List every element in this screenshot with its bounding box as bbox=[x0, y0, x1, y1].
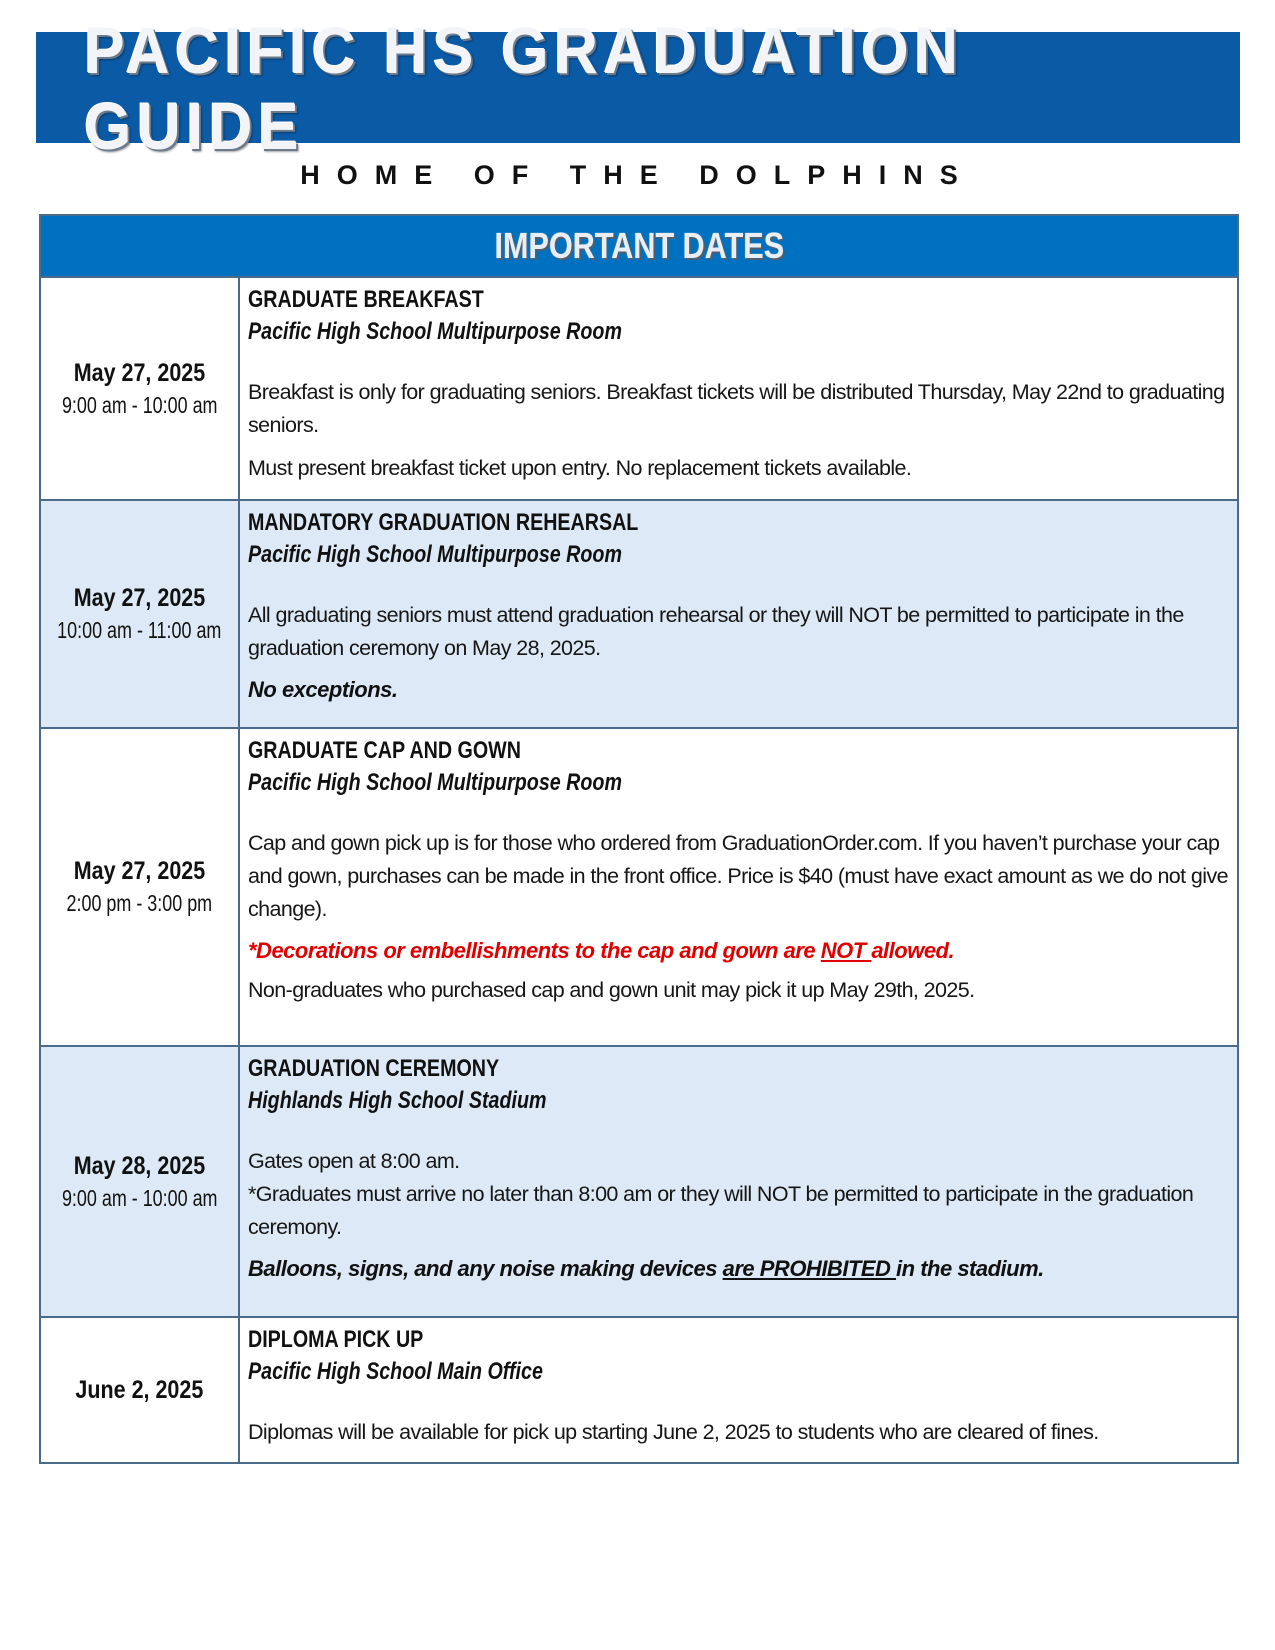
event-row-diploma bbox=[41, 1318, 1237, 1462]
date-cell bbox=[41, 278, 240, 499]
event-date: May 27, 2025 bbox=[73, 584, 206, 612]
info-cell bbox=[240, 501, 1237, 727]
date-cell bbox=[41, 501, 240, 727]
info-cell bbox=[240, 729, 1237, 1045]
event-description: Cap and gown pick up is for those who ordered from GraduationOrder.com. If you haven’t purchase your cap and gown, purchases can be made in the front office. Price is $40 (must have exact amount as we do not give change). bbox=[248, 831, 1228, 921]
prohibited-items-note bbox=[248, 1256, 1229, 1282]
event-date: May 28, 2025 bbox=[73, 1151, 206, 1180]
info-cell bbox=[240, 1047, 1237, 1316]
event-time: 10:00 am - 11:00 am bbox=[57, 617, 222, 643]
event-note: No exceptions. bbox=[248, 677, 398, 702]
date-cell bbox=[41, 1047, 240, 1316]
event-row-cap-gown bbox=[41, 729, 1237, 1047]
event-date: May 27, 2025 bbox=[73, 358, 206, 387]
event-title: DIPLOMA PICK UP bbox=[248, 1326, 424, 1353]
note-text: Balloons, signs, and any noise making devices bbox=[248, 1256, 723, 1281]
note-emphasis: are PROHIBITED bbox=[722, 1256, 897, 1281]
warning-emphasis: NOT bbox=[820, 938, 872, 963]
event-description: Diplomas will be available for pick up starting June 2, 2025 to students who are cleared of fines. bbox=[248, 1420, 1099, 1444]
event-time: 2:00 pm - 3:00 pm bbox=[66, 890, 213, 916]
event-note: Non-graduates who purchased cap and gown unit may pick it up May 29th, 2025. bbox=[248, 978, 975, 1002]
warning-text-end: allowed. bbox=[871, 938, 955, 963]
info-cell bbox=[240, 278, 1237, 499]
event-title: GRADUATION CEREMONY bbox=[248, 1055, 500, 1082]
decoration-warning bbox=[248, 938, 1229, 964]
page-title: PACIFIC HS GRADUATION GUIDE bbox=[84, 12, 964, 163]
event-location: Pacific High School Multipurpose Room bbox=[248, 769, 622, 796]
event-date: May 27, 2025 bbox=[73, 857, 206, 885]
event-row-ceremony bbox=[41, 1047, 1237, 1318]
table-heading-text: IMPORTANT DATES bbox=[494, 225, 784, 266]
date-cell bbox=[41, 729, 240, 1045]
event-description: All graduating seniors must attend graduation rehearsal or they will NOT be permitted to participate in the graduation ceremony on May 28, 2025. bbox=[248, 603, 1184, 660]
page-subtitle: HOME OF THE DOLPHINS bbox=[300, 160, 975, 190]
note-text-end: in the stadium. bbox=[896, 1256, 1044, 1281]
event-location: Pacific High School Multipurpose Room bbox=[248, 318, 622, 345]
event-location: Pacific High School Main Office bbox=[248, 1358, 543, 1385]
date-cell bbox=[41, 1318, 240, 1462]
event-requirement: Must present breakfast ticket upon entry. No replacement tickets available. bbox=[248, 456, 912, 480]
event-location: Highlands High School Stadium bbox=[248, 1087, 547, 1114]
event-time: 9:00 am - 10:00 am bbox=[61, 1184, 218, 1211]
important-dates-table bbox=[39, 214, 1239, 1464]
event-row-breakfast bbox=[41, 278, 1237, 501]
event-description: Breakfast is only for graduating seniors. Breakfast tickets will be distributed Thursday, May 22nd to graduating seniors. bbox=[248, 380, 1225, 437]
event-location: Pacific High School Multipurpose Room bbox=[248, 541, 622, 568]
event-title: GRADUATE BREAKFAST bbox=[248, 286, 484, 313]
event-time: 9:00 am - 10:00 am bbox=[61, 391, 218, 418]
arrival-requirement: *Graduates must arrive no later than 8:00 am or they will NOT be permitted to participate in the graduation ceremony. bbox=[248, 1182, 1194, 1239]
gates-open-text: Gates open at 8:00 am. bbox=[248, 1149, 460, 1173]
info-cell bbox=[240, 1318, 1237, 1462]
event-row-rehearsal bbox=[41, 501, 1237, 729]
warning-text: *Decorations or embellishments to the cap and gown are bbox=[248, 938, 821, 963]
event-title: GRADUATE CAP AND GOWN bbox=[248, 737, 521, 764]
event-title: MANDATORY GRADUATION REHEARSAL bbox=[248, 509, 639, 536]
title-banner bbox=[36, 12, 1240, 163]
table-heading bbox=[41, 216, 1237, 278]
event-date: June 2, 2025 bbox=[75, 1375, 204, 1404]
